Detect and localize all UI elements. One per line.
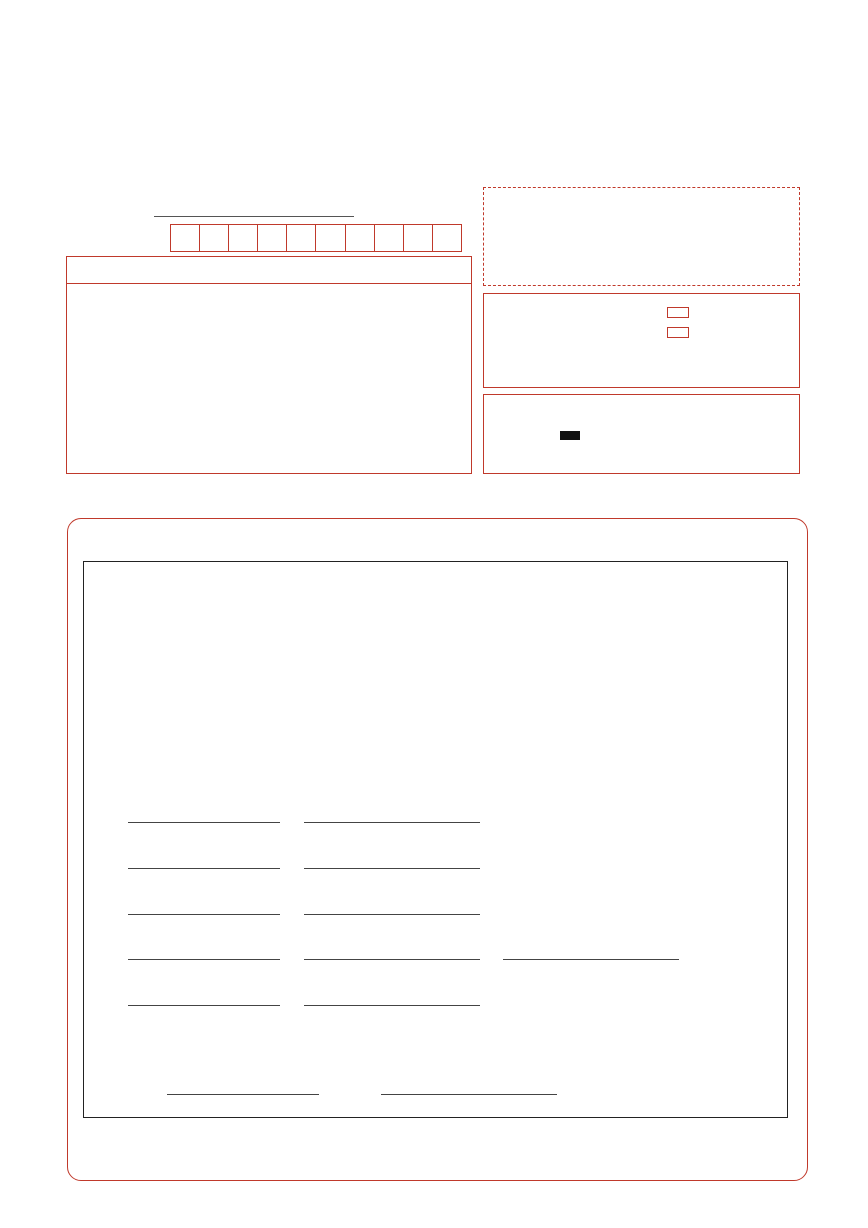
exam-id-boxes[interactable] <box>170 224 462 252</box>
name-field[interactable] <box>154 200 354 217</box>
left-timing-marks-upper <box>40 112 60 672</box>
fill-sample-box <box>483 394 800 474</box>
id-digit-box[interactable] <box>287 225 316 251</box>
id-digit-box[interactable] <box>229 225 258 251</box>
correct-fill-mark <box>560 431 580 440</box>
answer-blank[interactable] <box>128 822 280 823</box>
proctor-marks-box <box>483 293 800 388</box>
answer-blank[interactable] <box>304 959 480 960</box>
answer-blank[interactable] <box>304 868 480 869</box>
answer-blank[interactable] <box>128 868 280 869</box>
answer-blank[interactable] <box>304 822 480 823</box>
id-digit-box[interactable] <box>200 225 229 251</box>
answer-blank[interactable] <box>128 959 280 960</box>
answer-blank[interactable] <box>167 1094 319 1095</box>
id-digit-box[interactable] <box>346 225 375 251</box>
id-digit-box[interactable] <box>375 225 404 251</box>
answer-blank[interactable] <box>128 914 280 915</box>
left-timing-marks-lower <box>40 1065 60 1175</box>
answer-blank[interactable] <box>503 959 679 960</box>
id-digit-box[interactable] <box>404 225 433 251</box>
id-digit-box[interactable] <box>316 225 345 251</box>
answer-blank[interactable] <box>304 914 480 915</box>
id-digit-box[interactable] <box>258 225 287 251</box>
notice-box <box>66 256 472 474</box>
answer-blank[interactable] <box>128 1005 280 1006</box>
top-timing-marks <box>58 41 818 57</box>
absent-checkbox[interactable] <box>667 307 689 318</box>
barcode-area <box>483 187 800 286</box>
violation-checkbox[interactable] <box>667 327 689 338</box>
answer-region-inner <box>83 561 788 1118</box>
id-digit-box[interactable] <box>433 225 461 251</box>
answer-blank[interactable] <box>381 1094 557 1095</box>
answer-blank[interactable] <box>304 1005 480 1006</box>
id-digit-box[interactable] <box>171 225 200 251</box>
notice-heading <box>67 257 471 284</box>
